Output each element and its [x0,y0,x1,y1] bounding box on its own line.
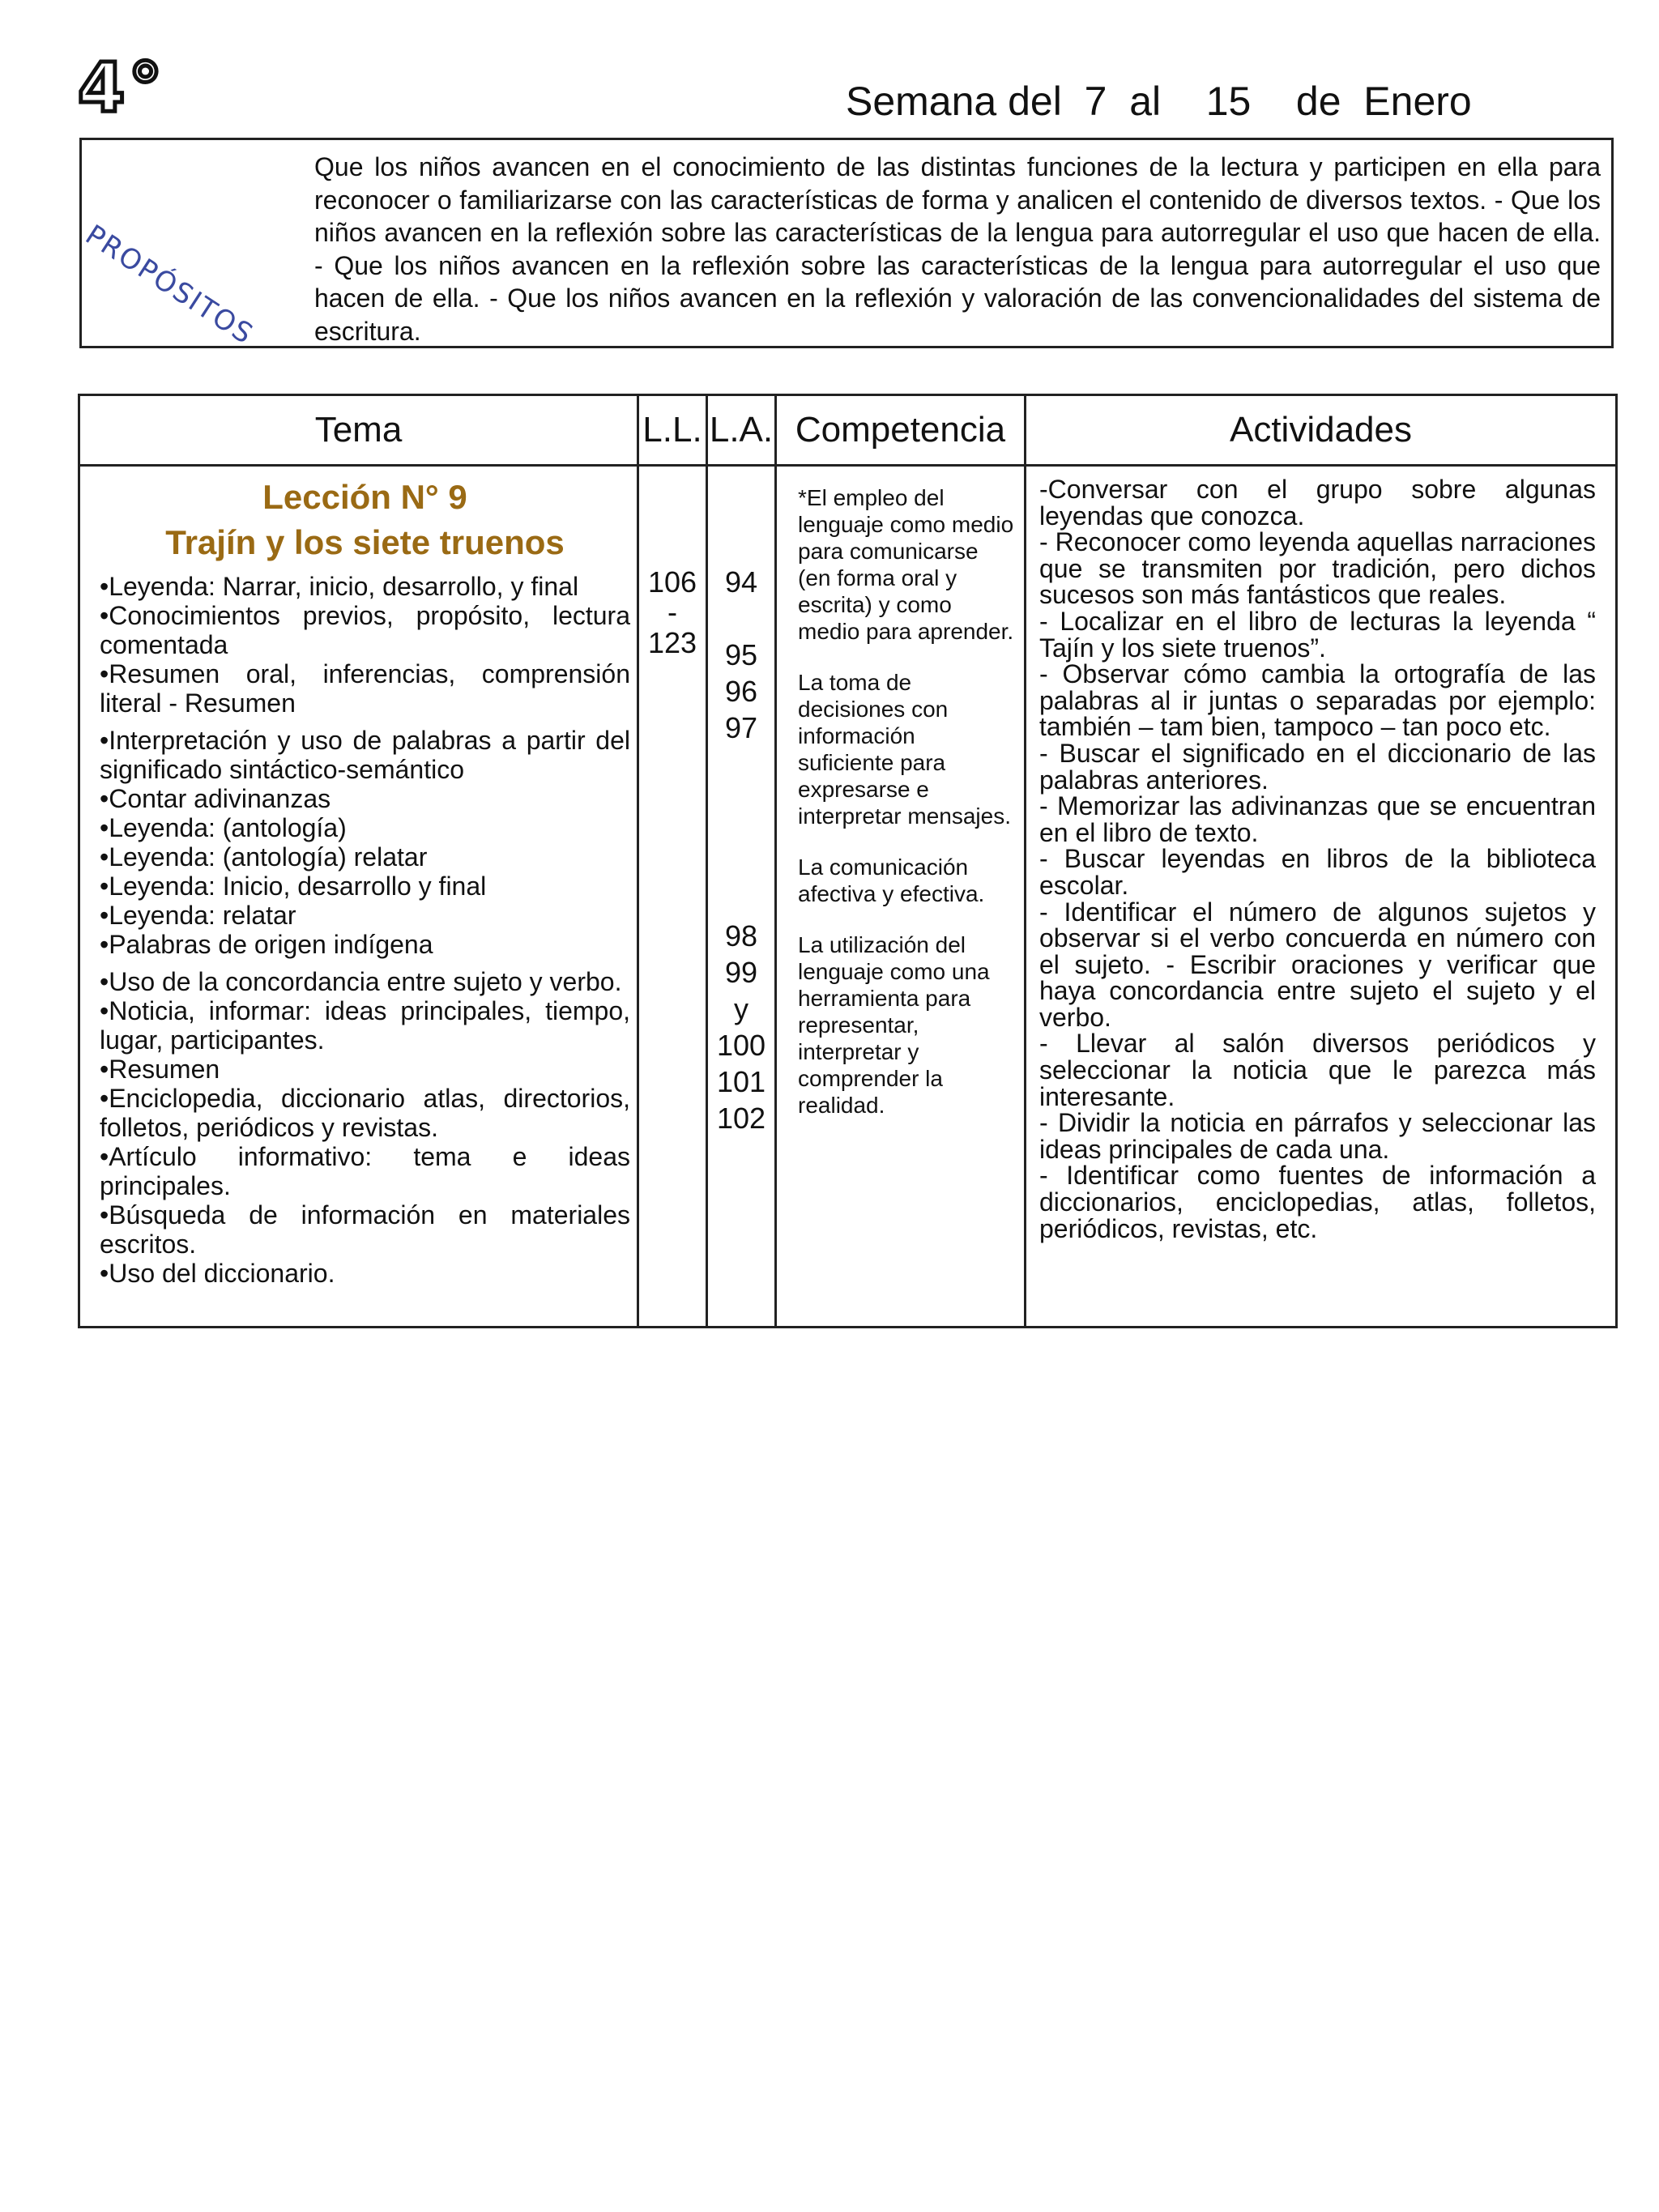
table-header-row [79,395,1617,466]
tema-item: •Resumen [100,1055,220,1084]
grade-label: 4° [78,48,166,127]
tema-item: •Uso de la concordancia entre sujeto y verbo. [100,967,622,996]
header-la: L.A. [707,395,776,466]
tema-item: •Artículo informativo: tema e ideas principales. [100,1142,630,1200]
actividad-item: - Buscar leyendas en libros de la biblioteca escolar. [1039,844,1596,900]
ll-value: 123 [647,626,697,659]
tema-item: •Contar adivinanzas [100,784,331,813]
la-value [708,600,774,637]
tema-list [100,572,630,1288]
ll-value: 106 [647,565,697,599]
header-actividades: Actividades [1026,395,1617,466]
la-value: 96 [724,675,758,708]
competencia-item: *El empleo del lenguaje como medio para comunicarse (en forma oral y escrita) y como medio para aprender. [798,485,1014,644]
tema-item: •Noticia, informar: ideas principales, tiempo, lugar, participantes. [100,996,630,1055]
lesson-plan-table [78,394,1618,1328]
week-title: Semana del 7 al 15 de Enero [846,79,1472,124]
tema-item: •Palabras de origen indígena [100,930,433,959]
lesson-title: Trajín y los siete truenos [165,523,565,561]
actividad-item: - Localizar en el libro de lecturas la leyenda “ Tajín y los siete truenos”. [1039,606,1596,663]
la-value: 99 [724,956,758,989]
tema-item: •Resumen oral, inferencias, comprensión literal - Resumen [100,659,630,718]
tema-item: •Leyenda: (antología) [100,813,347,842]
tema-item: •Leyenda: Narrar, inicio, desarrollo, y final [100,572,579,601]
ll-value: - [667,595,677,629]
competencia-cell [776,466,1026,1328]
la-value: 101 [716,1065,766,1098]
actividad-item: - Identificar el número de algunos sujetos y observar si el verbo concuerda en número con el sujeto. - Escribir oraciones y verificar que haya concordancia entre sujeto el sujeto y el verbo. [1039,897,1596,1032]
la-value: 98 [724,919,758,953]
tema-item: •Conocimientos previos, propósito, lectura comentada [100,601,630,659]
tema-item: •Leyenda: relatar [100,901,296,930]
actividad-item: - Memorizar las adivinanzas que se encuentran en el libro de texto. [1039,791,1596,847]
header-competencia: Competencia [776,395,1026,466]
la-value: 94 [724,565,758,599]
actividad-item: - Llevar al salón diversos periódicos y seleccionar la noticia que le parezca más interesante. [1039,1029,1596,1111]
header-ll: L.L. [638,395,707,466]
actividad-item: - Dividir la noticia en párrafos y seleccionar las ideas principales de cada una. [1039,1108,1596,1164]
tema-item: •Interpretación y uso de palabras a partir del significado sintáctico-semántico [100,726,630,784]
actividad-item: - Buscar el significado en el diccionario de las palabras anteriores. [1039,738,1596,795]
competencia-item: La toma de decisiones con información suficiente para expresarse e interpretar mensajes. [798,670,1012,829]
tema-item: •Leyenda: Inicio, desarrollo y final [100,872,487,901]
header-tema: Tema [79,395,638,466]
purposes-label: PROPÓSITOS [79,219,260,352]
competencia-item: La utilización del lenguaje como una herramienta para representar, interpretar y comprender la realidad. [798,932,990,1118]
la-value: 100 [716,1029,766,1062]
table-row [79,466,1617,1328]
tema-item: •Enciclopedia, diccionario atlas, directorios, folletos, periódicos y revistas. [100,1084,630,1142]
la-value: y [734,992,748,1025]
la-value: 95 [724,638,758,671]
lesson-number: Lección N° 9 [262,478,467,516]
tema-item: •Búsqueda de información en materiales escritos. [100,1200,630,1259]
la-value: 102 [716,1102,766,1135]
la-cell [707,466,776,1328]
ll-cell [638,466,707,1328]
actividad-item: - Reconocer como leyenda aquellas narraciones que se transmiten por tradición, pero dichos sucesos son más fantásticos que reales. [1039,527,1596,610]
tema-item: •Leyenda: (antología) relatar [100,842,428,872]
tema-cell [79,466,638,1328]
purposes-text: Que los niños avancen en el conocimiento de las distintas funciones de la lectura y participen en ella para reconocer o familiarizarse con las características de forma y analicen el contenido de diversos textos. - Que los niños avancen en la reflexión sobre las características de la lengua para autorregular el uso que hacen de ella. - Que los niños avancen en la reflexión sobre las características de la lengua para autorregular el uso que hacen de ella. - Que los niños avancen en la reflexión y valoración de las convencionalidades del sistema de escritura. [314,152,1601,346]
la-value: 97 [724,711,758,744]
actividades-cell [1026,466,1617,1328]
competencia-item: La comunicación afectiva y efectiva. [798,855,985,906]
actividad-item: - Identificar como fuentes de información a diccionarios, enciclopedias, atlas, folletos, periódicos, revistas, etc. [1039,1161,1596,1243]
actividad-item: -Conversar con el grupo sobre algunas leyendas que conozca. [1039,475,1596,531]
tema-item: •Uso del diccionario. [100,1259,335,1288]
actividad-item: - Observar cómo cambia la ortografía de las palabras al ir juntas o separadas por ejemplo: también – tam bien, tampoco – tan poco etc. [1039,659,1596,742]
